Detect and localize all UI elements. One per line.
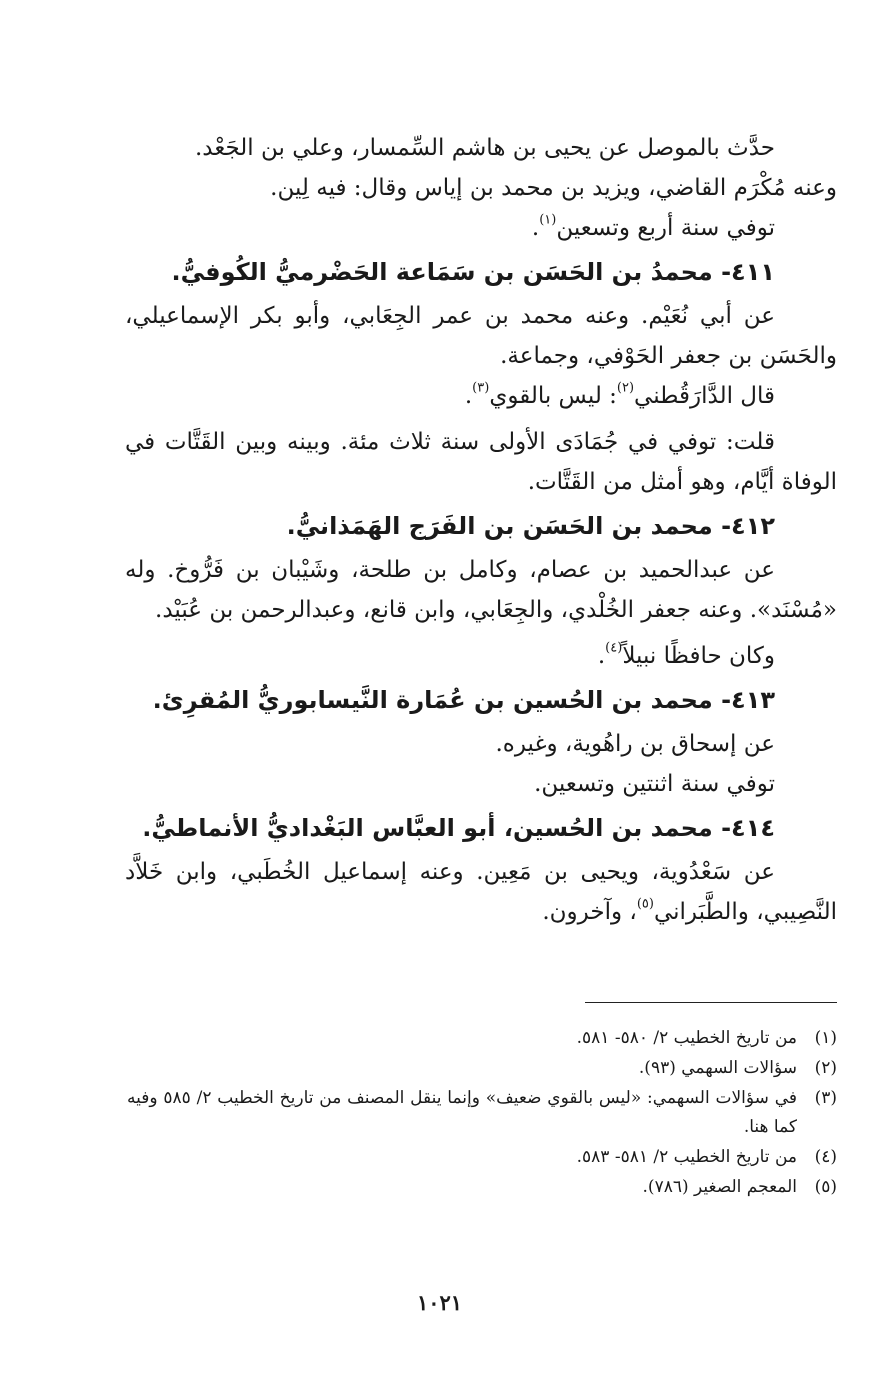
paragraph [125,296,837,376]
entry-heading-414 [125,808,837,848]
paragraph [125,208,837,248]
footnote-number: (٤) [814,1147,837,1167]
footnote-text: من تاريخ الخطيب ٢/ ٥٨١- ٥٨٣. [576,1147,797,1167]
paragraph [125,852,837,932]
main-text [125,128,837,932]
paragraph-text: عن عبدالحميد بن عصام، وكامل بن طلحة، وشَيْبان بن فَرُّوخ. وله «مُسْنَد». وعنه جعفر الخُلْدي، والجِعَابي، وابن قانع، وعبدالرحمن بن عُبَيْد. [125,557,837,623]
paragraph-text: ، وآخرون. [542,899,637,925]
paragraph-text: : ليس بالقوي [489,383,617,409]
paragraph-text: عن إسحاق بن راهُوية، وغيره. [495,731,775,757]
entry-heading-413 [125,680,837,720]
footnote-item [127,1084,837,1142]
footnotes [127,1024,837,1203]
paragraph [125,128,837,168]
footnote-divider [585,1002,837,1003]
paragraph-text: . [464,383,473,409]
footnote-text: المعجم الصغير (٧٨٦). [642,1177,797,1197]
paragraph-text: توفي سنة أربع وتسعين [556,215,775,241]
paragraph-text: وعنه مُكْرَم القاضي، ويزيد بن محمد بن إياس وقال: فيه لِين. [270,175,837,201]
footnote-item [127,1054,837,1083]
paragraph-text: . [597,643,606,669]
paragraph-text: قال الدَّارَقُطني [634,383,775,409]
paragraph-text: حدَّث بالموصل عن يحيى بن هاشم السِّمسار، وعلي بن الجَعْد. [194,135,775,161]
paragraph [125,764,837,804]
paragraph [125,376,837,416]
footnote-number: (١) [814,1028,837,1048]
paragraph [125,636,837,676]
paragraph [125,724,837,764]
footnote-text: في سؤالات السهمي: «ليس بالقوي ضعيف» وإنما ينقل المصنف من تاريخ الخطيب ٢/ ٥٨٥ وفيه كما هنا. [127,1088,797,1137]
paragraph [125,550,837,630]
paragraph-text: وكان حافظًا نبيلاً [622,643,775,669]
entry-heading-text: ٤١٢- محمد بن الحَسَن بن الفَرَج الهَمَذانيُّ. [286,512,775,540]
paragraph [125,422,837,502]
entry-heading-text: ٤١١- محمدُ بن الحَسَن بن سَمَاعة الحَضْرميُّ الكُوفيُّ. [171,258,775,286]
entry-heading-text: ٤١٤- محمد بن الحُسين، أبو العبَّاس البَغْداديُّ الأنماطيُّ. [142,814,775,842]
footnote-ref: (١) [539,212,557,228]
paragraph-text: عن سَعْدُوية، ويحيى بن مَعِين. وعنه إسماعيل الخُطَبي، وابن خَلاَّد النَّصِيبي، والطَّبَراني [125,859,837,925]
footnote-ref: (٤) [605,640,623,656]
entry-heading-411 [125,252,837,292]
footnote-item [127,1173,837,1202]
paragraph-text: قلت: توفي في جُمَادَى الأولى سنة ثلاث مئة. وبينه وبين القَتَّات في الوفاة أيَّام، وهو أمثل من القَتَّات. [125,429,837,495]
footnote-item [127,1024,837,1053]
entry-heading-412 [125,506,837,546]
footnote-ref: (٢) [616,380,635,396]
footnote-number: (٣) [814,1088,837,1108]
footnote-number: (٥) [814,1177,837,1197]
footnote-item [127,1143,837,1172]
footnote-ref: (٣) [472,380,490,396]
footnote-text: من تاريخ الخطيب ٢/ ٥٨٠- ٥٨١. [576,1028,797,1048]
paragraph-text: . [531,215,540,241]
paragraph [125,168,837,208]
footnote-number: (٢) [814,1058,837,1078]
footnote-text: سؤالات السهمي (٩٣). [638,1058,797,1078]
page-number: ١٠٢١ [416,1290,463,1315]
paragraph-text: عن أبي نُعَيْم. وعنه محمد بن عمر الجِعَابي، وأبو بكر الإسماعيلي، والحَسَن بن جعفر الحَوْفي، وجماعة. [125,303,837,369]
paragraph-text: توفي سنة اثنتين وتسعين. [534,771,775,797]
footnote-ref: (٥) [636,896,654,912]
entry-heading-text: ٤١٣- محمد بن الحُسين بن عُمَارة النَّيسابوريُّ المُقرِئ. [152,686,775,714]
